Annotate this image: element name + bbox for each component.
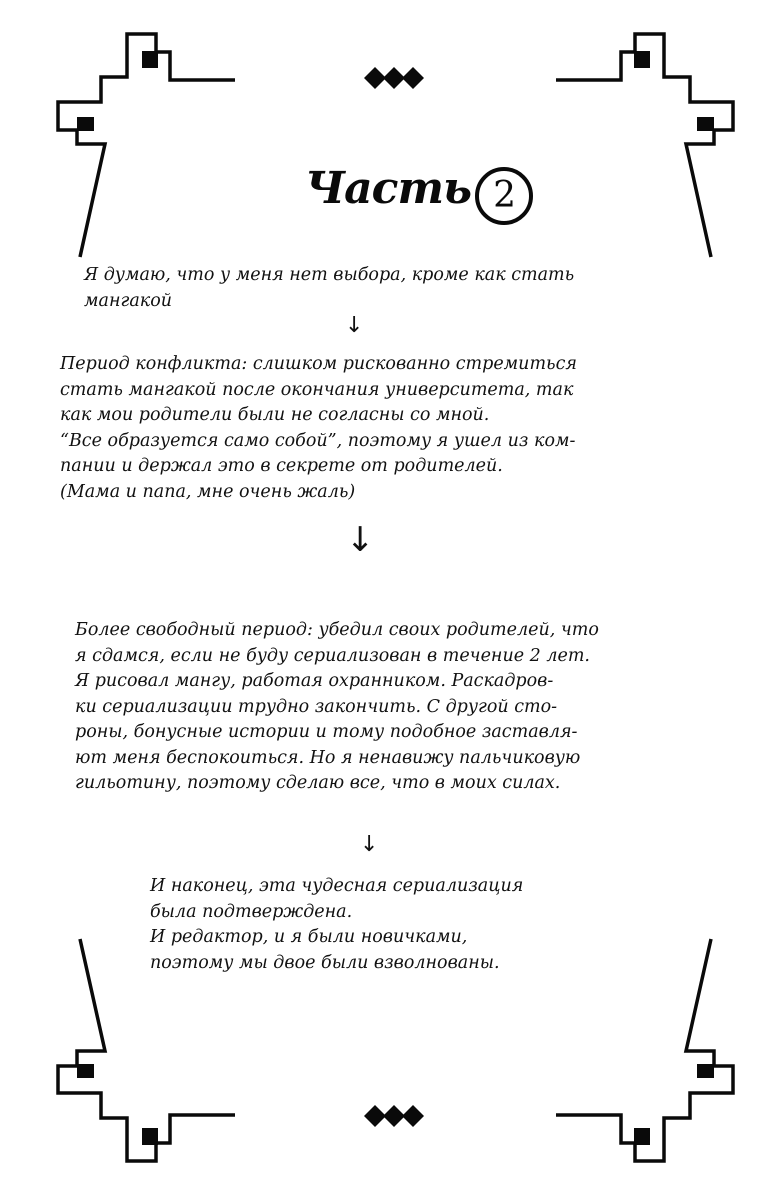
frame-square-icon — [142, 1128, 158, 1145]
text-block-4 — [150, 874, 523, 976]
down-arrow-icon: ↓ — [360, 832, 379, 857]
text-block-1 — [84, 263, 574, 314]
text-line: Я рисовал мангу, работая охранником. Раскадров- — [75, 671, 554, 691]
text-line: пании и держал это в секрете от родителей. — [60, 456, 503, 476]
text-line: ки сериализации трудно закончить. С другой сто- — [75, 696, 558, 717]
chapter-title-text: Часть — [305, 163, 472, 214]
text-line: поэтому мы двое были взволнованы. — [150, 952, 500, 973]
chapter-number-circle: 2 — [475, 167, 533, 225]
text-line: Период конфликта: слишком рискованно стремиться — [60, 354, 577, 374]
text-line: мангакой — [84, 290, 173, 311]
text-line: И наконец, эта чудесная сериализация — [150, 876, 524, 896]
text-line: гильотину, поэтому сделаю все, что в моих силах. — [75, 773, 561, 793]
text-line: я сдамся, если не буду сериализован в течение 2 лет. — [75, 645, 590, 666]
text-line: “Все образуется само собой”, поэтому я ушел из ком- — [60, 430, 576, 451]
frame-square-icon — [697, 1064, 714, 1078]
three-diamonds-top-icon — [364, 67, 424, 89]
down-arrow-icon: ↓ — [345, 313, 364, 338]
chapter-title — [305, 163, 533, 225]
frame-square-icon — [697, 117, 714, 131]
text-line: И редактор, и я были новичками, — [150, 927, 468, 947]
down-arrow-icon: ↓ — [346, 520, 375, 560]
text-line: была подтверждена. — [150, 901, 353, 922]
text-line: Я думаю, что у меня нет выбора, кроме как стать — [84, 265, 575, 285]
frame-corner-bottom-right-icon — [556, 939, 733, 1161]
text-line: ют меня беспокоиться. Но я ненавижу пальчиковую — [75, 747, 581, 768]
frame-square-icon — [77, 1064, 94, 1078]
text-block-2 — [60, 352, 577, 505]
text-block-3 — [75, 618, 599, 797]
text-line: (Мама и папа, мне очень жаль) — [60, 481, 356, 502]
frame-square-icon — [634, 51, 650, 68]
three-diamonds-bottom-icon — [364, 1105, 424, 1127]
text-line: Более свободный период: убедил своих родителей, что — [75, 620, 599, 640]
text-line: роны, бонусные истории и тому подобное заставля- — [75, 722, 578, 742]
text-line: как мои родители были не согласны со мной. — [60, 405, 490, 425]
frame-square-icon — [142, 51, 158, 68]
frame-square-icon — [77, 117, 94, 131]
frame-square-icon — [634, 1128, 650, 1145]
text-line: стать мангакой после окончания университета, так — [60, 379, 574, 400]
